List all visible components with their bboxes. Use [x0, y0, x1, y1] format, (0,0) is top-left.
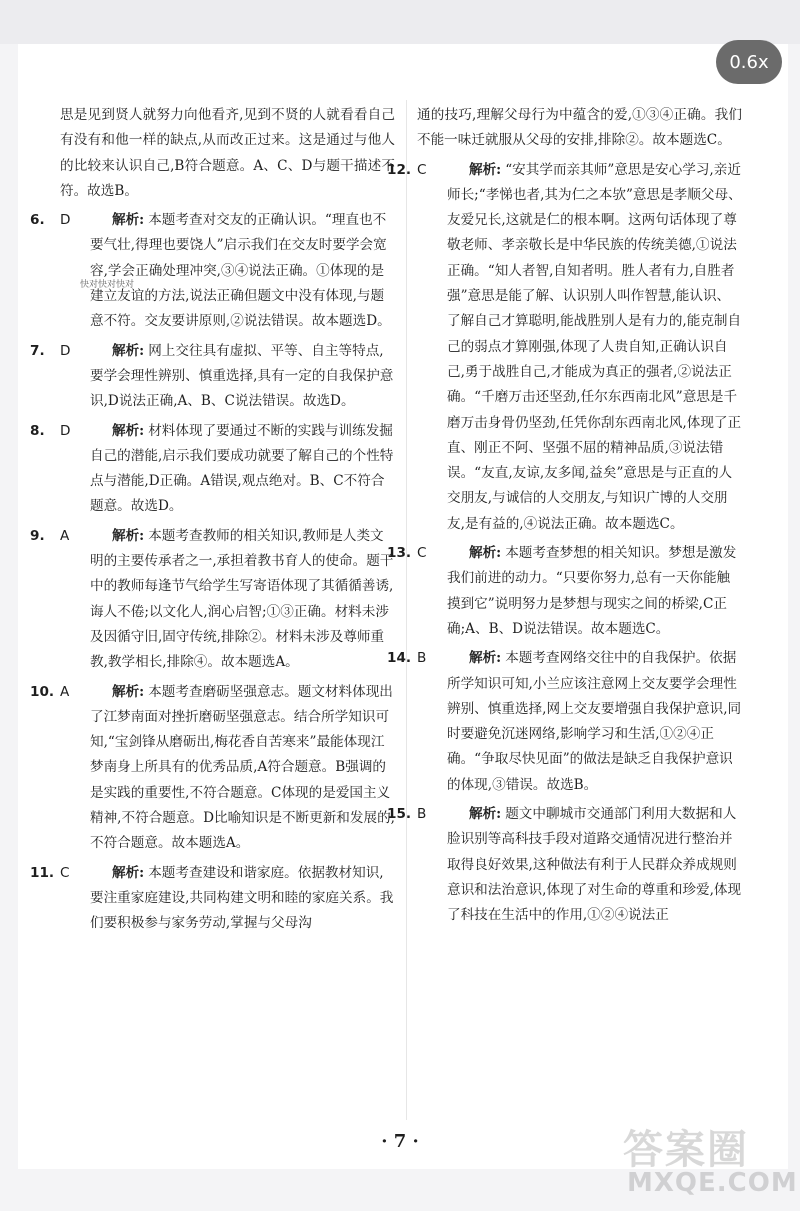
- column-divider: [406, 100, 407, 1120]
- question-number: 7.: [30, 342, 45, 359]
- answer-letter: C: [417, 545, 427, 562]
- analysis-label: 解析:: [112, 864, 145, 881]
- analysis-text: 本题考查网络交往中的自我保护。依据所学知识可知,小兰应该注意网上交友要学会理性辨别、慎重选择,网上交友要增强自我保护意识,同时要避免沉迷网络,影响学习和生活,①②④正确。“争取尽快见面”的做法是缺乏自我保护意识的体现,③错误。故选B。: [447, 650, 742, 793]
- analysis-text: 本题考查梦想的相关知识。梦想是激发我们前进的动力。“只要你努力,总有一天你能触摸到它”说明努力是梦想与现实之间的桥梁,C正确;A、B、D说法错误。故本题选C。: [447, 545, 737, 637]
- analysis-label: 解析:: [112, 527, 145, 544]
- left-column: [30, 103, 396, 941]
- answer-item: [387, 802, 742, 928]
- analysis-label: 解析:: [469, 545, 502, 562]
- answer-letter: C: [417, 161, 427, 178]
- question-number: 11.: [30, 864, 55, 881]
- answer-item: [387, 646, 742, 798]
- question-number: 9.: [30, 527, 45, 544]
- answer-letter: A: [60, 683, 70, 700]
- answer-item: [30, 861, 395, 937]
- answer-letter: D: [60, 342, 71, 359]
- analysis-label: 解析:: [112, 212, 145, 229]
- stamp-note: 快对快对快对: [80, 280, 135, 290]
- question-number: 12.: [387, 161, 412, 178]
- question-number: 6.: [30, 212, 45, 229]
- analysis-label: 解析:: [112, 683, 145, 700]
- analysis-text: 本题考查教师的相关知识,教师是人类文明的主要传承者之一,承担着教书育人的使命。题干中的教师每逢节气给学生写寄语体现了其循循善诱,诲人不倦;以文化人,润心启智;①③正确。材料未涉及因循守旧,固守传统,排除②。材料未涉及尊师重教,教学相长,排除④。故本题选A。: [90, 527, 394, 671]
- answer-item: [30, 524, 395, 676]
- answer-item: [387, 541, 742, 642]
- analysis-text: 题文中聊城市交通部门利用大数据和人脸识别等高科技手段对道路交通情况进行整治并取得良好效果,这种做法有利于人民群众养成规则意识和法治意识,体现了对生命的尊重和珍爱,体现了科技在生活中的作用,①②④说法正: [447, 806, 742, 924]
- answer-item: [30, 339, 395, 415]
- analysis-text: 网上交往具有虚拟、平等、自主等特点,要学会理性辨别、慎重选择,具有一定的自我保护意识,D说法正确,A、B、C说法错误。故选D。: [90, 342, 394, 410]
- watermark-line2: MXQE.COM: [627, 1168, 798, 1198]
- viewer-top-bar: [0, 0, 800, 44]
- analysis-label: 解析:: [469, 650, 502, 667]
- page-number: · 7 ·: [381, 1131, 419, 1152]
- analysis-label: 解析:: [112, 342, 145, 359]
- answer-letter: B: [417, 650, 427, 667]
- question-number: 10.: [30, 683, 55, 700]
- answer-item: [30, 208, 395, 334]
- question-number: 13.: [387, 545, 412, 562]
- analysis-label: 解析:: [469, 161, 502, 178]
- answer-item: [387, 158, 742, 537]
- analysis-text: “安其学而亲其师”意思是安心学习,亲近师长;“孝悌也者,其为仁之本欤”意思是孝顺父母、友爱兄长,这就是仁的根本啊。这两句话体现了尊敬老师、孝亲敬长是中华民族的传统美德,①说法正确。“知人者智,自知者明。胜人者有力,自胜者强”意思是能了解、认识别人叫作智慧,能认识、了解自己才算聪明,能战胜别人是有力的,能克制自己的弱点才算刚强,体现了人贵自知,正确认识自己,勇于战胜自己,才能成为真正的强者,②说法正确。“千磨万击还坚劲,任尔东西南北风”意思是千磨万击身骨仍坚劲,任凭你刮东西南北风,体现了正直、刚正不阿、坚强不屈的精神品质,③说法错误。“友直,友谅,友多闻,益矣”意思是与正直的人交朋友,与诚信的人交朋友,与知识广博的人交朋友,是有益的,④说法正确。故本题选C。: [447, 161, 742, 532]
- question-number: 15.: [387, 806, 412, 823]
- answer-letter: B: [417, 806, 427, 823]
- answer-letter: C: [60, 864, 70, 881]
- analysis-text: 本题考查建设和谐家庭。依据教材知识,要注重家庭建设,共同构建文明和睦的家庭关系。我们要积极参与家务劳动,掌握与父母沟: [90, 864, 394, 932]
- right-continuation-text: 通的技巧,理解父母行为中蕴含的爱,①③④正确。我们不能一味迁就服从父母的安排,排除②。故本题选C。: [417, 107, 742, 149]
- answer-item: [30, 419, 395, 520]
- zoom-level-badge[interactable]: 0.6x: [716, 40, 782, 84]
- left-continuation-text: 思是见到贤人就努力向他看齐,见到不贤的人就看看自己有没有和他一样的缺点,从而改正过来。这是通过与他人的比较来认识自己,B符合题意。A、C、D与题干描述不符。故选B。: [60, 107, 395, 199]
- question-number: 14.: [387, 650, 412, 667]
- question-number: 8.: [30, 422, 45, 439]
- answer-letter: D: [60, 212, 71, 229]
- analysis-label: 解析:: [469, 806, 502, 823]
- answer-letter: D: [60, 422, 71, 439]
- analysis-text: 本题考查对交友的正确认识。“理直也不要气壮,得理也要饶人”启示我们在交友时要学会宽容,学会正确处理冲突,③④说法正确。①体现的是建立友谊的方法,说法正确但题文中没有体现,与题意不符。交友要讲原则,②说法错误。故本题选D。: [90, 212, 391, 330]
- analysis-text: 材料体现了要通过不断的实践与训练发掘自己的潜能,启示我们要成功就要了解自己的个性特点与潜能,D正确。A错误,观点绝对。B、C不符合题意。故选D。: [90, 422, 394, 515]
- answer-item: [30, 680, 396, 857]
- answer-letter: A: [60, 527, 70, 544]
- right-column: [387, 103, 742, 933]
- watermark-line1: 答案圈: [623, 1127, 749, 1173]
- analysis-label: 解析:: [112, 422, 145, 439]
- analysis-text: 本题考查磨砺坚强意志。题文材料体现出了江梦南面对挫折磨砺坚强意志。结合所学知识可知,“宝剑锋从磨砺出,梅花香自苦寒来”最能体现江梦南身上所具有的优秀品质,A符合题意。B强调的是实践的重要性,不符合题意。C体现的是爱国主义精神,不符合题意。D比喻知识是不断更新和发展的,不符合题意。故本题选A。: [90, 683, 396, 852]
